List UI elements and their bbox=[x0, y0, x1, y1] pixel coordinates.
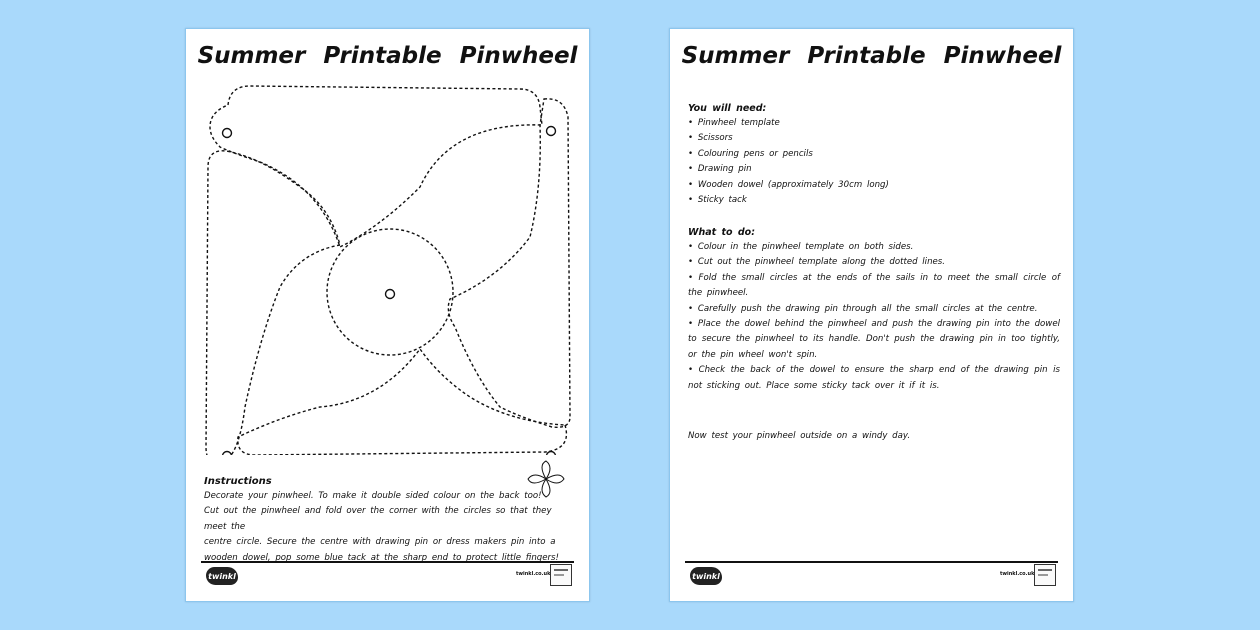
list-item: • Wooden dowel (approximately 30cm long) bbox=[688, 178, 1060, 193]
materials-section bbox=[688, 103, 1060, 208]
quality-badge-icon bbox=[1034, 564, 1056, 586]
materials-list bbox=[688, 116, 1060, 208]
pin-hole-bottom-left bbox=[223, 452, 232, 456]
sail-bottom bbox=[238, 349, 567, 455]
pin-hole-top-right bbox=[547, 127, 556, 136]
list-item: • Colouring pens or pencils bbox=[688, 147, 1060, 162]
sail-right bbox=[448, 99, 570, 427]
sail-left bbox=[206, 151, 340, 455]
page-title: Summer Printable Pinwheel bbox=[197, 43, 578, 69]
list-item: • Cut out the pinwheel template along the dotted lines. bbox=[688, 255, 1060, 270]
list-item: • Fold the small circles at the ends of the sails in to meet the small circle of the pinwheel. bbox=[688, 271, 1060, 302]
instructions-text bbox=[204, 489, 574, 566]
list-item: • Sticky tack bbox=[688, 193, 1060, 208]
instructions-line: Decorate your pinwheel. To make it double sided colour on the back too! bbox=[204, 491, 542, 501]
steps-heading: What to do: bbox=[688, 227, 756, 238]
pinwheel-template-diagram bbox=[200, 77, 578, 455]
worksheet-page-template bbox=[185, 28, 590, 602]
pin-hole-centre bbox=[386, 290, 395, 299]
list-item: • Check the back of the dowel to ensure the sharp end of the drawing pin is not sticking out. Place some sticky tack over it if it is. bbox=[688, 363, 1060, 394]
quality-badge-icon bbox=[550, 564, 572, 586]
pin-hole-bottom-right bbox=[547, 452, 556, 456]
steps-list bbox=[688, 240, 1060, 394]
centre-circle bbox=[327, 229, 453, 355]
instructions-line: centre circle. Secure the centre with drawing pin or dress makers pin into a bbox=[204, 537, 556, 548]
sail-top bbox=[210, 86, 542, 247]
list-item: • Scissors bbox=[688, 131, 1060, 146]
list-item: • Pinwheel template bbox=[688, 116, 1060, 131]
instructions-line: wooden dowel, pop some blue tack at the sharp end to protect little fingers! bbox=[204, 552, 559, 563]
twinkl-logo: twinkl bbox=[690, 567, 722, 585]
site-url: twinkl.co.uk bbox=[516, 571, 551, 577]
materials-heading: You will need: bbox=[688, 103, 767, 114]
site-url: twinkl.co.uk bbox=[1000, 571, 1035, 577]
twinkl-logo: twinkl bbox=[206, 567, 238, 585]
list-item: • Colour in the pinwheel template on both sides. bbox=[688, 240, 1060, 255]
worksheet-page-instructions bbox=[669, 28, 1074, 602]
list-item: • Carefully push the drawing pin through all the small circles at the centre. bbox=[688, 302, 1060, 317]
instructions-heading: Instructions bbox=[204, 476, 272, 487]
closing-text: Now test your pinwheel outside on a windy day. bbox=[688, 431, 911, 441]
instructions-line: Cut out the pinwheel and fold over the corner with the circles so that they meet the bbox=[204, 506, 552, 532]
page-title: Summer Printable Pinwheel bbox=[681, 43, 1062, 69]
pin-hole-top-left bbox=[223, 129, 232, 138]
footer-divider bbox=[685, 561, 1058, 563]
list-item: • Place the dowel behind the pinwheel and push the drawing pin into the dowel to secure the pinwheel to its handle. Don't push the drawing pin in too tightly, or the pin wheel won't spin. bbox=[688, 317, 1060, 363]
steps-section bbox=[688, 227, 1060, 394]
footer-divider bbox=[201, 561, 574, 563]
list-item: • Drawing pin bbox=[688, 162, 1060, 177]
